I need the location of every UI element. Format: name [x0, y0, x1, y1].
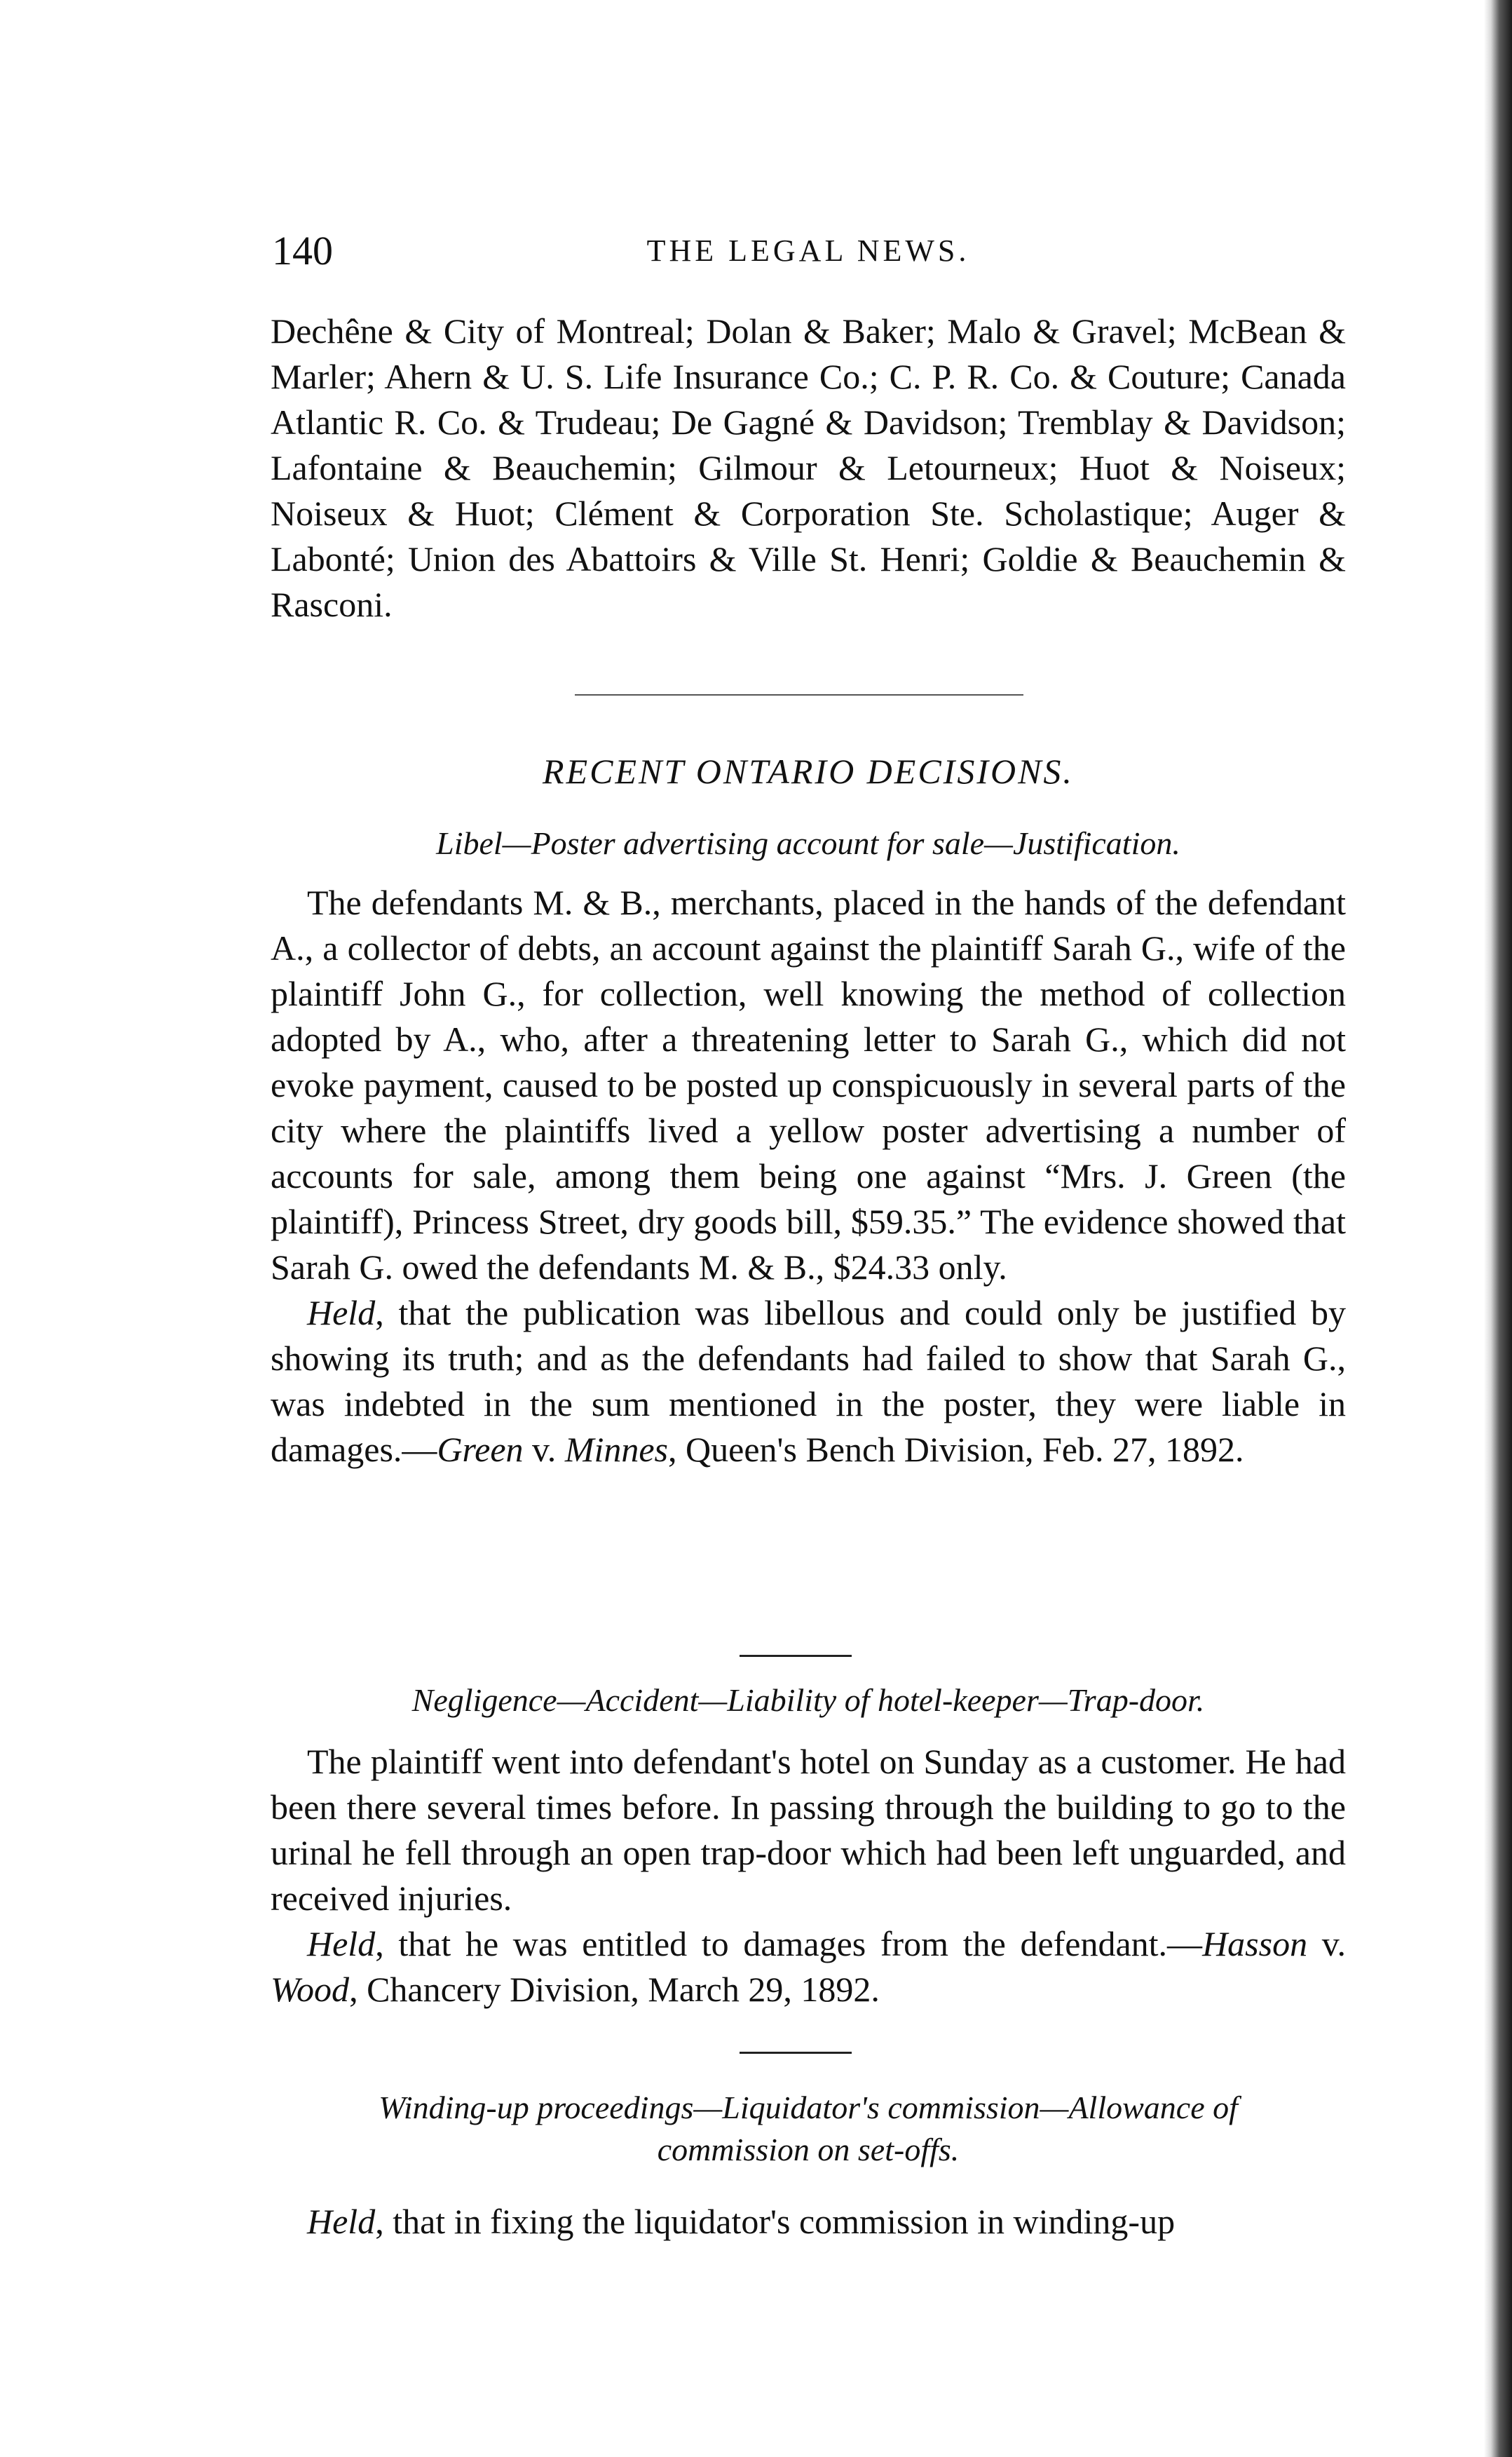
citation-party2: Minnes [564, 1430, 669, 1469]
held-text: , that in fixing the liquidator's commission in winding-up [375, 2202, 1176, 2241]
binding-edge [1484, 0, 1512, 2457]
case-body-winding-up [271, 2199, 1346, 2245]
case-facts: The plaintiff went into defendant's hotel on Sunday as a customer. He had been there several times before. In passing through the building to go to the urinal he fell through an open trap-door which had been left unguarded, and received injuries. [271, 1742, 1346, 1918]
held-label: Held [307, 2202, 376, 2241]
case-body-negligence [271, 1739, 1346, 2012]
page-header [272, 223, 1344, 279]
case-headnote-winding-up [271, 2087, 1346, 2171]
citation-v: v. [1307, 1924, 1346, 1963]
held-label: Held [307, 1293, 376, 1332]
case-body-libel [271, 880, 1346, 1473]
citation-rest: , Queen's Bench Division, Feb. 27, 1892. [668, 1430, 1244, 1469]
citation-rest: , Chancery Division, March 29, 1892. [349, 1970, 880, 2009]
case-headnote-negligence: Negligence—Accident—Liability of hotel-keeper—Trap-door. [411, 1682, 1205, 1718]
page-number: 140 [272, 228, 333, 273]
case-holding [271, 2199, 1346, 2245]
section-divider [575, 694, 1023, 696]
continuation-paragraph [271, 309, 1346, 628]
running-title: THE LEGAL NEWS. [646, 233, 970, 268]
headnote-line: commission on set-offs. [657, 2132, 960, 2167]
case-holding [271, 1290, 1346, 1473]
case-facts: The defendants M. & B., merchants, placed in the hands of the defendant A., a collector of debts, an account against the plaintiff Sarah G., wife of the plaintiff John G., for collection, well knowing the method of collection adopted by A., who, after a threatening letter to Sarah G., which did not evoke payment, caused to be posted up conspicuously in several parts of the city where the plaintiffs lived a yellow poster advertising a number of accounts for sale, among them being one against “Mrs. J. Green (the plaintiff), Princess Street, dry goods bill, $59.35.” The evidence showed that Sarah G. owed the defendants M. & B., $24.33 only. [271, 883, 1346, 1287]
case-divider [740, 1655, 852, 1657]
held-text: , that the publication was libellous and could only be justified by showing its truth; and as the defendants had failed to show that Sarah G., was indebted in the sum mentioned in the poster, they were liable in damages.— [271, 1293, 1346, 1469]
citation-party1: Green [437, 1430, 524, 1469]
citation-party1: Hasson [1202, 1924, 1308, 1963]
headnote-line: Winding-up proceedings—Liquidator's commission—Allowance of [379, 2090, 1238, 2125]
case-list-text: Dechêne & City of Montreal; Dolan & Baker; Malo & Gravel; McBean & Marler; Ahern & U. S. Life Insurance Co.; C. P. R. Co. & Couture; Canada Atlantic R. Co. & Trudeau; De Gagné & Davidson; Tremblay & Davidson; Lafontaine & Beauchemin; Gilmour & Letourneux; Huot & Noiseux; Noiseux & Huot; Clément & Corporation Ste. Scholastique; Auger & Labonté; Union des Abattoirs & Ville St. Henri; Goldie & Beauchemin & Rasconi. [271, 311, 1346, 624]
case-headnote-libel: Libel—Poster advertising account for sale—Justification. [436, 825, 1180, 861]
case-holding [271, 1921, 1346, 2012]
citation-party2: Wood [271, 1970, 350, 2009]
held-text: , that he was entitled to damages from the defendant.— [375, 1924, 1203, 1963]
held-label: Held [307, 1924, 376, 1963]
section-title: RECENT ONTARIO DECISIONS. [543, 752, 1074, 791]
case-divider [740, 2052, 852, 2054]
citation-v: v. [523, 1430, 565, 1469]
